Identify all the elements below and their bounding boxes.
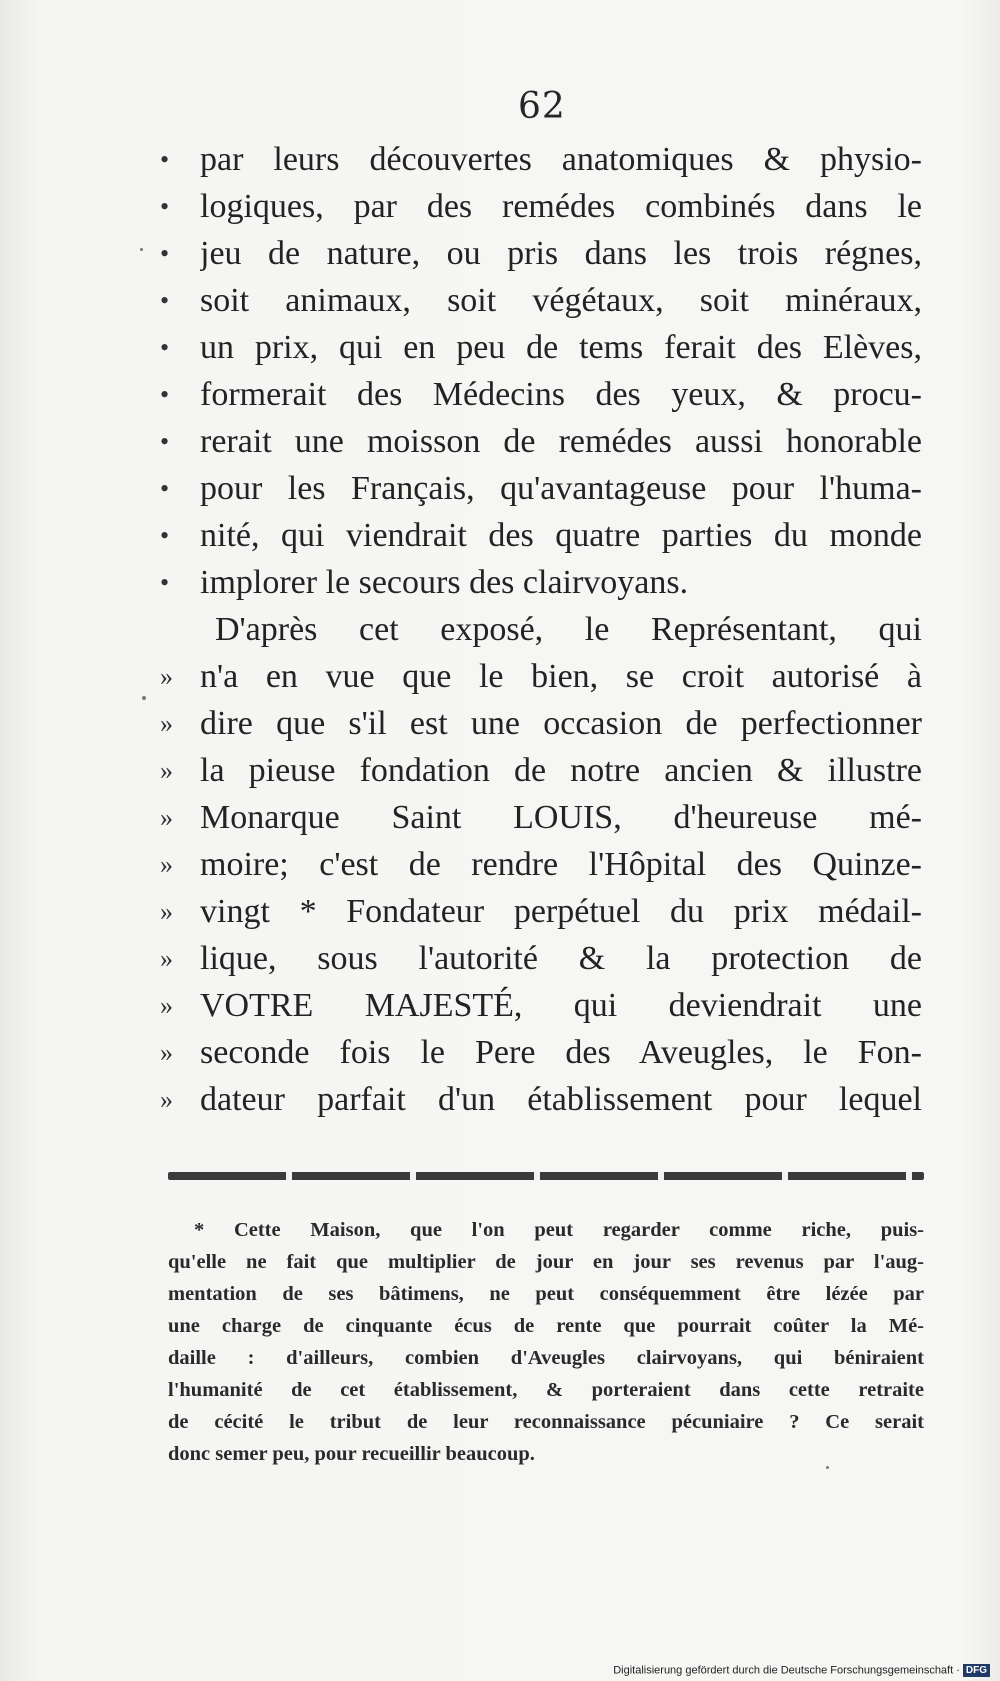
scan-speck xyxy=(826,1466,829,1469)
quote-marker: » xyxy=(160,756,173,785)
line-marker: • xyxy=(160,239,170,268)
line-text: vingt * Fondateur perpétuel du prix médail- xyxy=(200,893,922,930)
quote-marker: » xyxy=(160,709,173,738)
quoted-line xyxy=(160,747,922,794)
credit-text: Digitalisierung gefördert durch die Deutsche Forschungsgemeinschaft · xyxy=(613,1664,960,1677)
text-line xyxy=(160,512,922,559)
line-text: soit animaux, soit végétaux, soit minéraux, xyxy=(200,282,922,319)
footnote-line: l'humanité de cet établissement, & porteraient dans cette retraite xyxy=(168,1379,924,1401)
quote-marker: » xyxy=(160,944,173,973)
line-text: D'après cet exposé, le Représentant, qui xyxy=(215,611,922,648)
quote-marker: » xyxy=(160,803,173,832)
line-marker: • xyxy=(160,380,170,409)
line-text: jeu de nature, ou pris dans les trois régnes, xyxy=(200,235,922,272)
footnote-line: de cécité le tribut de leur reconnaissance pécuniaire ? Ce serait xyxy=(168,1411,924,1433)
footnote-line: une charge de cinquante écus de rente que pourrait coûter la Mé- xyxy=(168,1315,924,1337)
line-marker: • xyxy=(160,286,170,315)
footnote-line: mentation de ses bâtimens, ne peut conséquemment être lézée par xyxy=(168,1283,924,1305)
quote-marker: » xyxy=(160,1038,173,1067)
scan-speck xyxy=(142,696,146,700)
paragraph-start-line xyxy=(160,606,922,653)
line-text: la pieuse fondation de notre ancien & illustre xyxy=(200,752,922,789)
text-line xyxy=(160,371,922,418)
quoted-line xyxy=(160,794,922,841)
quote-marker: » xyxy=(160,897,173,926)
footnote-line: daille : d'ailleurs, combien d'Aveugles clairvoyans, qui béniraient xyxy=(168,1347,924,1369)
line-marker: • xyxy=(160,427,170,456)
line-text: moire; c'est de rendre l'Hôpital des Quinze- xyxy=(200,846,922,883)
quoted-line xyxy=(160,841,922,888)
quoted-line xyxy=(160,1076,922,1123)
quoted-line xyxy=(160,935,922,982)
line-marker: • xyxy=(160,333,170,362)
line-text: dire que s'il est une occasion de perfectionner xyxy=(200,705,922,742)
footnote-line: * Cette Maison, que l'on peut regarder comme riche, puis- xyxy=(194,1219,924,1241)
line-text: implorer le secours des clairvoyans. xyxy=(200,564,689,601)
footnote-block xyxy=(168,1214,924,1470)
line-text: n'a en vue que le bien, se croit autorisé à xyxy=(200,658,922,695)
quoted-line xyxy=(160,1029,922,1076)
quoted-line xyxy=(160,982,922,1029)
quote-marker: » xyxy=(160,991,173,1020)
line-text: un prix, qui en peu de tems ferait des Elèves, xyxy=(200,329,922,366)
dfg-logo: DFG xyxy=(963,1664,990,1677)
footnote-line: qu'elle ne fait que multiplier de jour en jour ses revenus par l'aug- xyxy=(168,1251,924,1273)
text-line xyxy=(160,559,922,606)
line-marker: • xyxy=(160,192,170,221)
line-marker: • xyxy=(160,521,170,550)
line-text: pour les Français, qu'avantageuse pour l'huma- xyxy=(200,470,922,507)
quoted-line xyxy=(160,653,922,700)
line-text: rerait une moisson de remédes aussi honorable xyxy=(200,423,922,460)
main-text-block xyxy=(160,136,922,1123)
line-text: lique, sous l'autorité & la protection de xyxy=(200,940,922,977)
text-line xyxy=(160,183,922,230)
line-text: VOTRE MAJESTÉ, qui deviendrait une xyxy=(200,987,922,1024)
line-text: formerait des Médecins des yeux, & procu- xyxy=(200,376,922,413)
text-line xyxy=(160,136,922,183)
line-text: seconde fois le Pere des Aveugles, le Fon- xyxy=(200,1034,922,1071)
quote-marker: » xyxy=(160,850,173,879)
quoted-line xyxy=(160,888,922,935)
line-text: Monarque Saint LOUIS, d'heureuse mé- xyxy=(200,799,922,836)
line-text: dateur parfait d'un établissement pour lequel xyxy=(200,1081,922,1118)
text-line xyxy=(160,277,922,324)
digitization-credit xyxy=(613,1664,990,1677)
text-line xyxy=(160,465,922,512)
footnote-divider xyxy=(168,1172,924,1180)
text-line xyxy=(160,324,922,371)
line-marker: • xyxy=(160,145,170,174)
line-marker: • xyxy=(160,474,170,503)
quoted-line xyxy=(160,700,922,747)
line-marker: • xyxy=(160,568,170,597)
line-text: par leurs découvertes anatomiques & physio- xyxy=(200,141,922,178)
quote-marker: » xyxy=(160,662,173,691)
page-number: 62 xyxy=(518,86,566,127)
scan-speck xyxy=(140,248,143,251)
quote-marker: » xyxy=(160,1085,173,1114)
footnote-line: donc semer peu, pour recueillir beaucoup. xyxy=(168,1443,535,1465)
line-text: logiques, par des remédes combinés dans le xyxy=(200,188,922,225)
line-text: nité, qui viendrait des quatre parties du monde xyxy=(200,517,922,554)
text-line xyxy=(160,230,922,277)
text-line xyxy=(160,418,922,465)
